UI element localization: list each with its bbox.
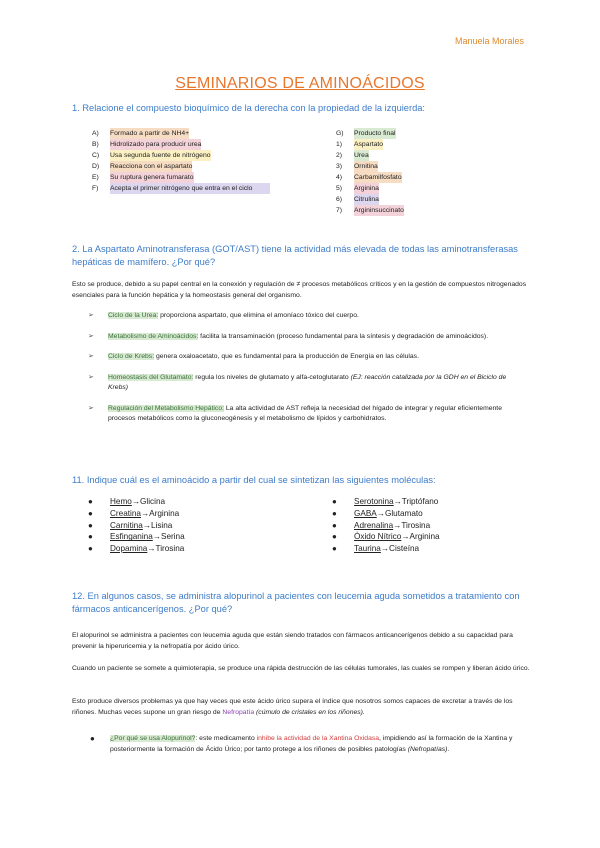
list-item [332, 520, 532, 532]
match-key: F) [92, 185, 99, 192]
arrow-icon: → [147, 544, 156, 554]
arrow-icon: → [142, 520, 151, 530]
bullet-icon: ● [332, 508, 337, 518]
bullet-note: (Nefropatías) [407, 746, 448, 753]
match-left-item [92, 172, 332, 183]
arrow-icon: → [393, 497, 402, 506]
bullet-term: ¿Por qué se usa Alopurinol? [110, 735, 196, 742]
arrow-icon: → [140, 508, 150, 518]
nefropatia-term: Nefropatía [222, 709, 255, 716]
amino-acid: Cisteína [389, 544, 420, 554]
match-text: Citrulina [354, 196, 379, 203]
match-text: Ornitina [354, 163, 378, 170]
list-item [88, 332, 528, 343]
molecule-name: Hemo [110, 497, 132, 506]
arrow-bullet-icon: ➢ [88, 404, 94, 412]
amino-acid: Glicina [140, 497, 166, 506]
molecule-name: Creatina [110, 508, 141, 518]
arrow-icon: → [376, 508, 385, 518]
molecules-left-list [88, 496, 288, 555]
alopurinol-bullet [90, 733, 530, 755]
match-key: 4) [336, 174, 343, 181]
amino-acid: Serina [160, 532, 185, 542]
match-right-item [336, 172, 536, 183]
match-key: 5) [336, 185, 343, 192]
bullet-text: : este medicamento [195, 735, 257, 742]
match-right-item [336, 205, 536, 216]
match-text: Su ruptura genera fumarato [110, 174, 194, 181]
bullet-icon: ● [88, 520, 93, 530]
match-text: Reacciona con el aspartato [110, 163, 193, 170]
molecule-name: Esfinganina [110, 532, 153, 542]
question-2-intro: Esto se produce, debido a su papel central en la conexión y regulación de ≠ procesos metabólicos críticos y en la gestión de compuestos nitrogenados esenciales para la función hepática y la homeostasis general del organismo. [72, 281, 527, 299]
amino-acid: Triptófano [401, 497, 439, 506]
list-text: regula los niveles de glutamato y alfa-cetoglutarato [193, 373, 351, 381]
match-right-item [336, 139, 536, 150]
match-text: Carbamilfosfato [354, 174, 402, 181]
match-text: Urea [354, 152, 369, 159]
list-item [88, 496, 288, 508]
list-item [88, 520, 288, 532]
question-12-paragraph-3 [72, 696, 532, 718]
arrow-bullet-icon: ➢ [88, 312, 94, 319]
amino-acid: Tirosina [401, 520, 431, 530]
question-2: 2. La Aspartato Aminotransferasa (GOT/AST) tiene la actividad más elevada de todas las aminotransferasas hepáticas de mamífero. ¿Por qué? [72, 244, 518, 267]
list-item [88, 373, 528, 394]
list-item [88, 508, 288, 520]
match-text: Producto final [354, 130, 396, 137]
question-11: 11. Indique cuál es el aminoácido a partir del cual se sintetizan las siguientes moléculas: [72, 475, 436, 485]
match-key: A) [92, 130, 99, 137]
bullet-icon: ● [332, 497, 337, 506]
amino-acid: Arginina [409, 532, 440, 542]
arrow-icon: → [380, 544, 390, 554]
match-key: D) [92, 163, 100, 170]
molecules-right-list [332, 496, 532, 555]
list-term: Metabolismo de Aminoácidos: [108, 332, 199, 340]
arrow-bullet-icon: ➢ [88, 332, 94, 340]
match-key: C) [92, 152, 100, 159]
list-text: facilita la transaminación (proceso fundamental para la síntesis y degradación de aminoácidos). [198, 332, 489, 340]
match-key: E) [92, 174, 99, 181]
match-left-item [92, 150, 332, 161]
amino-acid: Tirosina [155, 544, 185, 554]
list-item [332, 531, 532, 543]
match-left-item [92, 183, 332, 194]
match-key: 2) [336, 152, 343, 159]
bullet-icon: ● [90, 734, 95, 743]
match-key: B) [92, 141, 99, 148]
molecule-name: Óxido Nítrico [354, 532, 402, 542]
bullet-icon: ● [88, 544, 93, 554]
amino-acid: Arginina [149, 508, 180, 518]
list-term: Regulación del Metabolismo Hepático: [108, 404, 224, 412]
molecule-name: Dopamina [110, 544, 148, 554]
match-right-item [336, 161, 536, 172]
list-item [332, 496, 532, 508]
match-text: Aspartato [354, 141, 384, 148]
match-text: Acepta el primer nitrógeno que entra en el ciclo [110, 183, 270, 194]
list-item [332, 543, 532, 555]
question-1: 1. Relacione el compuesto bioquímico de la derecha con la propiedad de la izquierda: [72, 103, 425, 113]
match-right-item [336, 194, 536, 205]
paragraph-text: Esto produce diversos problemas ya que hay veces que este ácido úrico supera el índice que nosotros somos capaces de excretar a través de los riñones. Muchas veces supone un gran riesgo de [72, 698, 513, 716]
question-12-paragraph-1: El alopurinol se administra a pacientes con leucemia aguda que están siendo tratados con fármacos anticancerígenos debido a su capacidad para prevenir la hiperuricemia y la nefropatía por ácido úrico. [72, 632, 513, 650]
match-text: Argininsuccinato [354, 207, 404, 214]
match-key: 7) [336, 207, 343, 214]
match-left-item [92, 139, 332, 150]
match-right-item [336, 150, 536, 161]
arrow-icon: → [131, 497, 141, 506]
match-left-item [92, 161, 332, 172]
match-key: G) [336, 130, 344, 137]
bullet-icon: ● [88, 508, 93, 518]
list-term: Ciclo de Krebs: [108, 353, 155, 360]
molecule-name: Serotonina [354, 497, 394, 506]
arrow-bullet-icon: ➢ [88, 373, 94, 381]
arrow-bullet-icon: ➢ [88, 353, 94, 360]
match-key: 1) [336, 141, 343, 148]
list-item [332, 508, 532, 520]
arrow-icon: → [152, 532, 161, 542]
author-name: Manuela Morales [455, 36, 525, 46]
question-2-list [88, 311, 528, 435]
molecule-name: GABA [354, 508, 377, 518]
list-text: La alta actividad de AST refleja la necesidad del hígado de integrar y regular eficientemente procesos metabólicos como la gluconeogénesis y el metabolismo de lípidos y carbohidratos. [108, 404, 502, 422]
match-key: 6) [336, 196, 343, 203]
match-right-item [336, 183, 536, 194]
list-item [88, 404, 528, 425]
bullet-icon: ● [88, 497, 93, 506]
bullet-icon: ● [88, 532, 93, 542]
match-text: Hidrolizado para producir urea [110, 141, 202, 148]
list-item [88, 311, 528, 322]
list-term: Ciclo de la Urea: [108, 312, 159, 319]
bullet-icon: ● [332, 520, 337, 530]
bullet-text: , impidiendo así la formación de la Xantina y posteriormente la formación de Ácido Úrico; por tanto protege a los riñones de posibles patologías [110, 735, 513, 753]
list-text: genera oxaloacetato, que es fundamental para la producción de Energía en las células. [154, 353, 419, 360]
question-12: 12. En algunos casos, se administra alopurinol a pacientes con leucemia aguda sometidos a tratamiento con fármacos anticancerígenos. ¿Por qué? [72, 591, 520, 614]
match-right-column [336, 128, 536, 216]
match-key: 3) [336, 163, 343, 170]
molecule-name: Adrenalina [354, 520, 394, 530]
list-item [88, 531, 288, 543]
match-text: Formado a partir de NH4+ [110, 130, 190, 137]
page-title: SEMINARIOS DE AMINOÁCIDOS [175, 75, 425, 92]
arrow-icon: → [393, 520, 402, 530]
paragraph-note: (cúmulo de cristales en los riñones). [256, 709, 365, 716]
match-right-item [336, 128, 536, 139]
arrow-icon: → [401, 532, 410, 542]
list-term: Homeostasis del Glutamato: [108, 373, 194, 381]
list-item [88, 352, 528, 363]
molecule-name: Taurina [354, 544, 381, 554]
match-left-item [92, 128, 332, 139]
molecule-name: Carnitina [110, 520, 143, 530]
question-12-paragraph-2: Cuando un paciente se somete a quimioterapia, se produce una rápida destrucción de las células tumorales, las cuales se rompen y liberan ácido úrico. [72, 665, 530, 672]
list-item [88, 543, 288, 555]
bullet-icon: ● [332, 544, 337, 554]
amino-acid: Glutamato [384, 508, 423, 518]
list-note: (EJ: reacción catalizada por la GDH en el Biciclo de Krebs) [108, 373, 507, 391]
amino-acid: Lisina [150, 520, 173, 530]
match-text: Usa segunda fuente de nitrógeno [110, 152, 211, 159]
match-text: Arginina [354, 185, 379, 192]
bullet-end: . [447, 746, 450, 753]
match-left-column [92, 128, 332, 194]
bullet-highlight: inhibe la actividad de la Xantina Oxidasa [256, 735, 380, 742]
bullet-icon: ● [332, 532, 337, 542]
list-text: proporciona aspartato, que elimina el amoníaco tóxico del cuerpo. [158, 312, 359, 319]
